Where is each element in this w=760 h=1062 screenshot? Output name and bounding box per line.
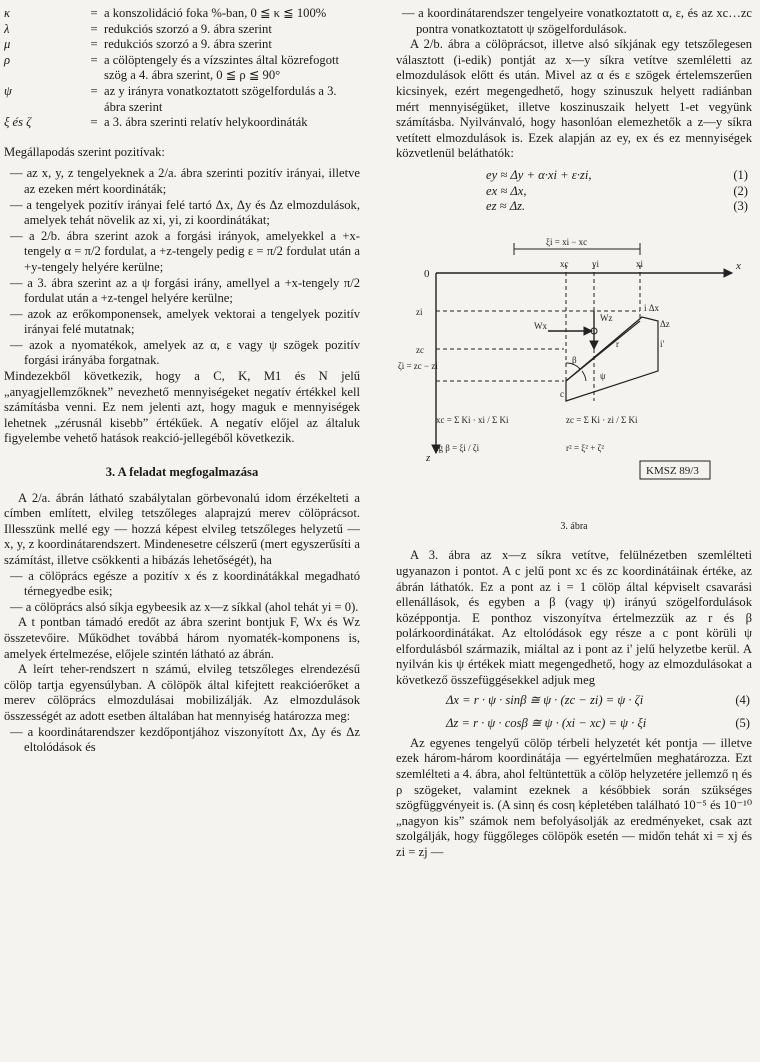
svg-text:zc: zc — [416, 344, 424, 355]
svg-text:x: x — [736, 259, 741, 272]
paragraph: A leírt teher-rendszert n számú, elvileg tetszőleges elrendezésű cölöp tartja egyensúlyban. A cölöpök által kifejtett reakcióerőket a merev cölöprács elmozdulásai mobilizálják. Az elmozdulások összességét az adott esetben általában hat mennyiség határozza meg: — [4, 662, 360, 723]
def-description: a 3. ábra szerinti relatív helykoordináták — [104, 115, 308, 130]
list-item: — az x, y, z tengelyeknek a 2/a. ábra szerinti pozitív irányai, illetve az ezeken mért koordináták; — [10, 166, 360, 196]
dimension-label: ξi = xi − xc — [546, 236, 588, 247]
svg-text:r: r — [616, 338, 619, 349]
svg-text:c: c — [560, 388, 564, 399]
svg-text:yi: yi — [592, 258, 600, 269]
equation-row — [396, 199, 752, 215]
svg-text:xc = Σ Ki · xi / Σ Ki: xc = Σ Ki · xi / Σ Ki — [436, 414, 509, 425]
equation-row — [396, 689, 752, 713]
svg-text:0: 0 — [424, 267, 430, 280]
svg-text:i Δx: i Δx — [644, 302, 660, 313]
positive-list — [4, 166, 360, 369]
equation: Δz = r · ψ · cosβ ≅ ψ · (xi − xc) = ψ · ξi — [446, 716, 647, 731]
right-column — [396, 6, 752, 861]
paragraph: A 3. ábra az x—z síkra vetítve, felülnézetben szemlélteti ugyanazon i pontot. A c jelű pont xc és zc koordinátáinak értéke, az ábrán láthatók. Ez a pont az i = 1 cölöp által képviselt csavarási ellenállások, és egyben a β (vagy ψ) irányú szögelfordulások középpontja. E ponthoz viszonyítva értelmezzük az r és β polárkoordinátákat. Az eltolódások egy része a c pont körüli ψ elfordulásból származik, miáltal az i pont az i' jelű helyzetbe kerül. A nyilván kis ψ értékek miatt megengedhető, hogy az elmozdulásokat a következő összefüggésekkel adjuk meg — [396, 548, 752, 688]
def-equals: = — [90, 37, 98, 52]
list-item: — a tengelyek pozitív irányai felé tartó Δx, Δy és Δz elmozdulások, amelyek tehát növelik az xi, yi, zi koordinátákat; — [10, 197, 360, 228]
figure-caption: 3. ábra — [560, 520, 588, 532]
equation: ez ≈ Δz. — [486, 199, 526, 214]
def-equals: = — [90, 83, 98, 98]
def-equals: = — [90, 6, 98, 20]
paragraph: A 2/b. ábra a cölöprácsot, illetve alsó síkjának egy tetszőlegesen választott (i-edik) pontját az x—y síkra vetítve szemléletti az elmozdulások előtt és után. Mivel az α és ε szögek értelemszerűen kicsinyek, ezért megengedhető, hogy szinuszuk helyett radiánban mért mennyiségüket, illetve koszinuszaik helyett 1-et vegyünk számításba. Nyilvánvaló, hogy hasonlóan elemezhetők a z—y síkra vetített elmozdulások is. Ezek alapján az ey, ex és ez mennyiségek közvetlenül beláthatók: — [396, 37, 752, 161]
figure-3-diagram — [396, 221, 752, 521]
svg-text:β: β — [572, 354, 577, 365]
def-symbol: ρ — [4, 52, 11, 67]
pile-outline — [566, 317, 658, 401]
rotation-list — [396, 6, 752, 37]
svg-text:Δz: Δz — [660, 318, 670, 329]
paragraph: A 2/a. ábrán látható szabálytalan görbevonalú idom érzékelteti a címben említett, elvileg tetszőleges alaprajzú merev cölöprácsot. Illesszünk mellé egy — hozzá képest elvileg tetszőleges helyzetű — x, y, z koordinátarendszert. Mindenesetre célszerű (mert egyszerűsíti a számítást, illetve csökkenti a hibázás lehetőségét), ha — [4, 490, 360, 567]
def-equals: = — [90, 21, 98, 36]
figure-3 — [396, 221, 752, 521]
list-item: — a cölöprács egésze a pozitív x és z koordinátákkal megadható térnegyedbe esik; — [10, 568, 360, 599]
positive-heading: Megállapodás szerint pozitívak: — [4, 144, 165, 159]
section-title: 3. A feladat megfogalmazása — [105, 465, 259, 480]
equation-number: (1) — [733, 167, 748, 182]
svg-text:i': i' — [660, 338, 665, 349]
paragraph: Az egyenes tengelyű cölöp térbeli helyzetét két pontja — illetve ezek három-három koordinátája — egyértelműen meghatározza. Ezt szemlélteti a 4. ábra, ahol feltüntettük a cölöp helyzetére jellemző η és ρ szögeket, valamint ezeknek a későbbiek során szükséges szögfüggvényeit is. (A sinη és cosη képletében található 10⁻⁵ és 10⁻¹⁰ „nagyon kis” számok nem befolyásolják az eredményeket, csak azt szolgálják, hogy függőleges cölöpök esetén — midőn tehát xi = xj és zi = zj — — [396, 735, 752, 859]
svg-text:xi: xi — [636, 258, 644, 269]
list-item: — a koordinátarendszer kezdőpontjához viszonyított Δx, Δy és Δz eltolódások és — [10, 724, 360, 755]
svg-text:ζi = zc − zi: ζi = zc − zi — [398, 360, 438, 371]
list-item: — a cölöprács alsó síkja egybeesik az x—z síkkal (ahol tehát yi = 0). — [10, 599, 359, 614]
svg-text:ψ: ψ — [600, 370, 606, 381]
condition-list — [4, 569, 360, 616]
equation-number: (3) — [733, 199, 748, 214]
def-symbol: ξ és ζ — [4, 115, 32, 130]
svg-text:xc: xc — [560, 258, 569, 269]
paragraph: A t pontban támadó eredőt az ábra szerint bontjuk F, Wx és Wz összetevőire. Működhet továbbá három nyomaték-komponens is, amelyek értelmezése, előjele szintén látható az ábrán. — [4, 615, 360, 661]
svg-text:Wz: Wz — [600, 312, 613, 323]
def-description: redukciós szorzó a 9. ábra szerint — [104, 37, 272, 52]
list-item: — a 2/b. ábra szerint azok a forgási irányok, amelyekkel a +x-tengely α = π/2 fordulat, a +z-tengely pedig ε = π/2 fordulat után a +y-tengely helyére kerülne; — [10, 228, 360, 274]
def-description: a konszolidáció foka %-ban, 0 ≦ κ ≦ 100% — [104, 6, 327, 20]
def-equals: = — [90, 52, 98, 67]
stamp-label: KMSZ 89/3 — [646, 464, 699, 477]
equation-number: (2) — [733, 183, 748, 198]
list-item: — a koordinátarendszer tengelyeire vonatkoztatott α, ε, és az xc…zc pontra vonatkoztatott ψ szögelfordulások. — [402, 6, 752, 36]
def-symbol: κ — [4, 6, 11, 20]
svg-text:r² = ξ² + ζ²: r² = ξ² + ζ² — [566, 442, 604, 453]
equation-row — [396, 712, 752, 736]
equation-number: (5) — [735, 716, 750, 731]
equation: Δx = r · ψ · sinβ ≅ ψ · (zc − zi) = ψ · ζi — [446, 692, 644, 707]
svg-text:zi: zi — [416, 306, 423, 317]
def-description: az y irányra vonatkoztatott szögelfordulás a 3. ábra szerint — [104, 83, 337, 114]
displacement-list — [4, 725, 360, 756]
equation-row — [396, 184, 752, 200]
def-symbol: ψ — [4, 83, 12, 98]
svg-text:tg β = ξi / ζi: tg β = ξi / ζi — [436, 442, 480, 453]
list-item: — azok az erőkomponensek, amelyek vektorai a tengelyek pozitív irányai felé mutatnak; — [10, 306, 360, 337]
def-symbol: μ — [4, 37, 11, 52]
def-description: a cölöptengely és a vízszintes által közrefogott szög a 4. ábra szerint, 0 ≦ ρ ≦ 90° — [104, 52, 339, 83]
def-symbol: λ — [4, 21, 10, 36]
svg-text:Wx: Wx — [534, 320, 547, 331]
svg-text:zc = Σ Ki · zi / Σ Ki: zc = Σ Ki · zi / Σ Ki — [566, 414, 638, 425]
arrow-icon — [724, 269, 732, 277]
equation: ey ≈ Δy + α·xi + ε·zi, — [486, 167, 592, 182]
equation: ex ≈ Δx, — [486, 183, 527, 198]
equation-number: (4) — [735, 692, 750, 707]
list-item: — azok a nyomatékok, amelyek az α, ε vagy ψ szögek pozitív forgási irányába forgatnak. — [10, 337, 360, 368]
list-item: — a 3. ábra szerint az a ψ forgási irány, amellyel a +x-tengely π/2 fordulat után a +z-tengel helyére kerülne; — [10, 275, 360, 306]
left-column — [4, 6, 360, 756]
consequence-paragraph: Mindezekből következik, hogy a C, K, M1 és N jelű „anyagjellemzőknek” nevezhető mennyiségeket negatív értékkel kell számításba venni. Ez nem jelenti azt, hogy maguk e mennyiségek lehetnek „zérusnál kisebb” értékűek. A negatív előjel az általuk figyelembe vehető hatások reakció-jellegéből következik. — [4, 369, 360, 446]
symbol-definitions — [4, 6, 360, 131]
equation-row — [396, 168, 752, 184]
def-equals: = — [90, 115, 98, 130]
svg-text:z: z — [426, 451, 431, 464]
def-description: redukciós szorzó a 9. ábra szerint — [104, 21, 272, 36]
